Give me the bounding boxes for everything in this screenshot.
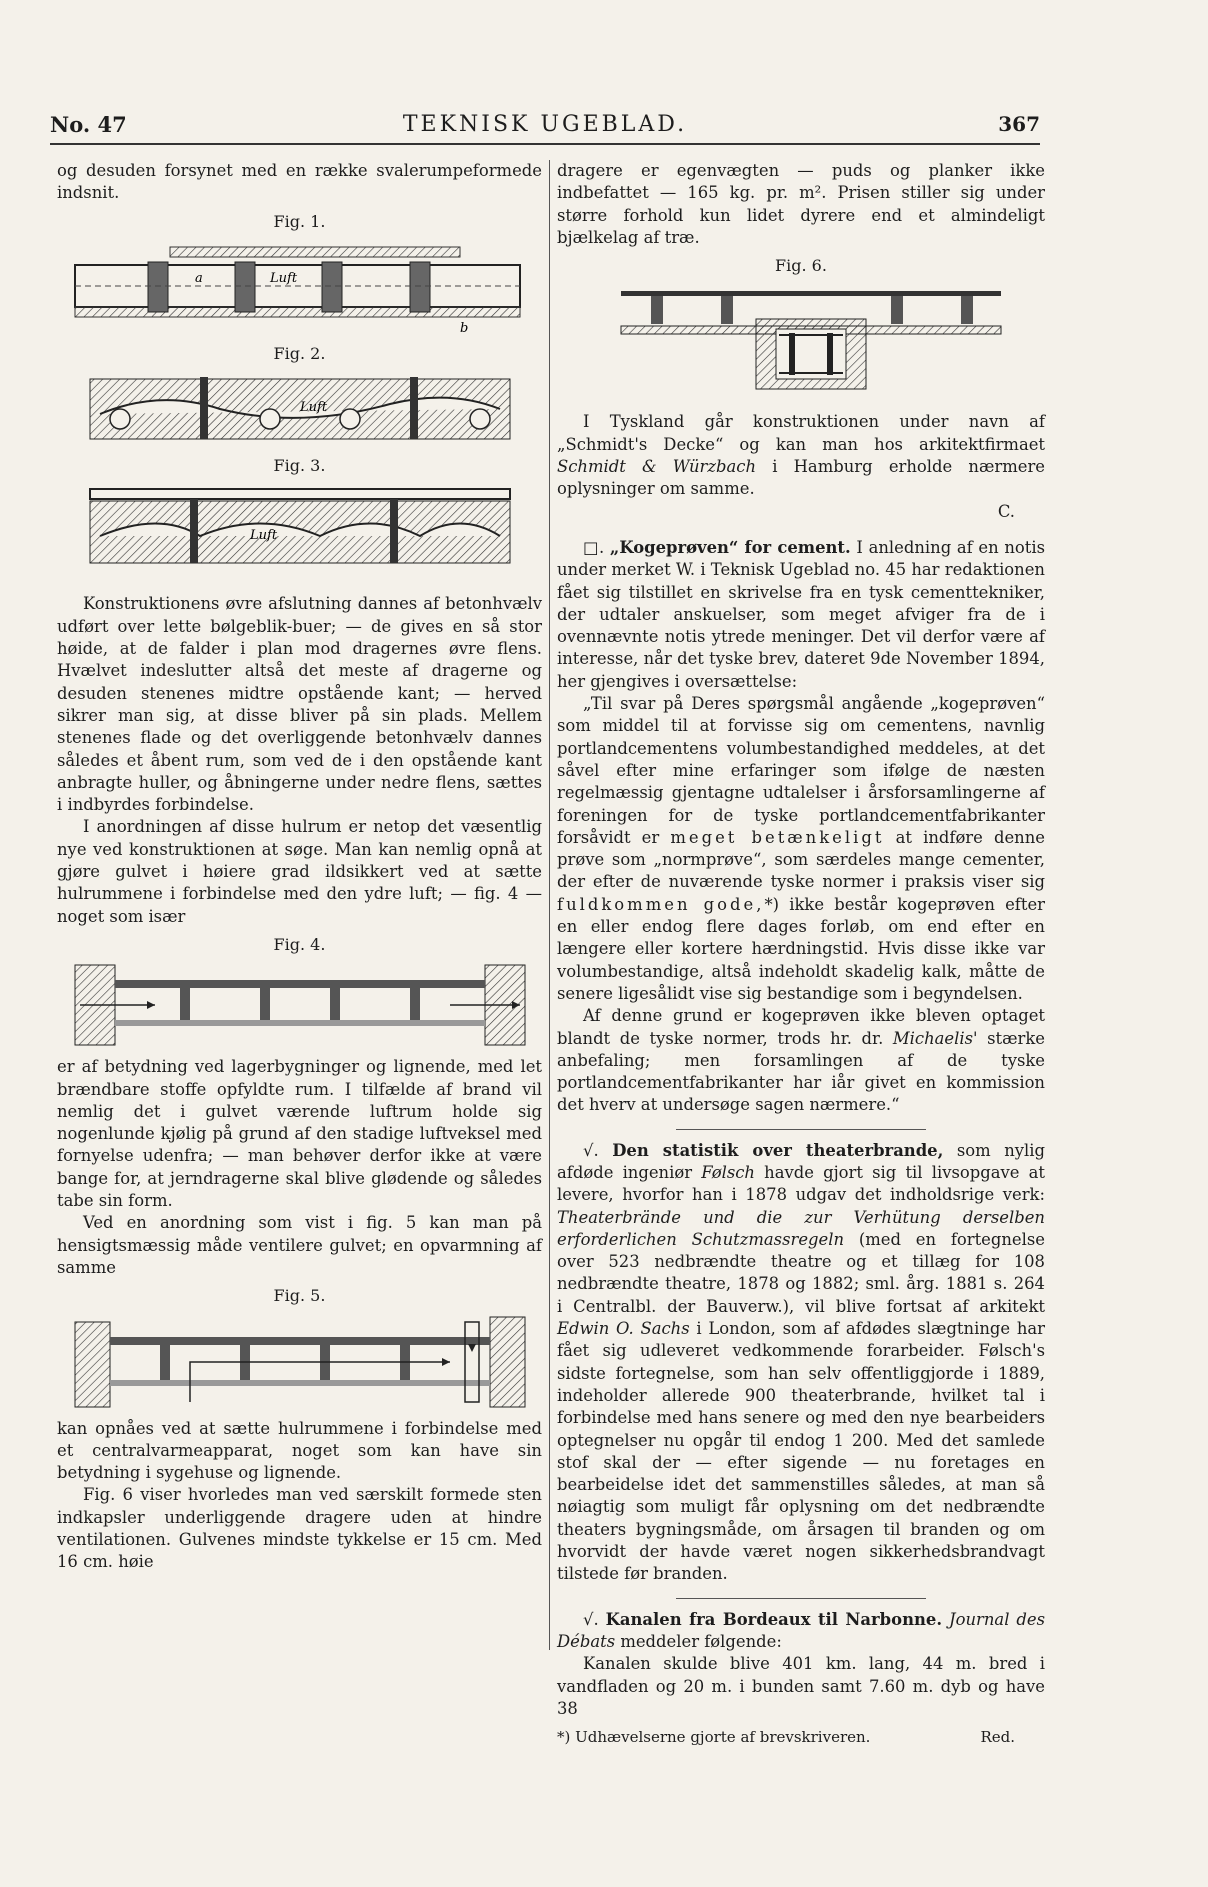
journal-title: TEKNISK UGEBLAD. [402, 112, 688, 137]
section-rule [676, 1598, 926, 1599]
section-mark: √. [583, 1140, 599, 1160]
book-title: Theaterbrände und die zur Verhütung derselben erforderlichen Schutzmassregeln [557, 1207, 1045, 1249]
section-kogeproven [557, 537, 1045, 693]
paragraph [557, 693, 1045, 1005]
text-run: I Tyskland går konstruktionen under navn af „Schmidt's Decke“ og kan man hos arkitektfirmaet [557, 412, 1045, 454]
paragraph: Ved en anordning som vist i fig. 5 kan man på hensigtsmæssig måde ventilere gulvet; en opvarmning af samme [57, 1213, 542, 1277]
section-theaterbrande [557, 1140, 1045, 1586]
text-run: „Til svar på Deres spørgsmål angående „kogeprøven“ som middel til at forvisse sig om cementens, navnlig portlandcementens volumbestandighed meddeles, at det såvel efter mine erfaringer som ifølge de næsten regelmæssig gjentagne udtalelser i årsforsamlingerne af foreningen for de tyske portlandcementfabrikanter forsåvidt er [557, 694, 1045, 847]
page-number: 367 [998, 112, 1040, 136]
right-column [557, 160, 1045, 1748]
paragraph [557, 411, 1045, 500]
text-run: meddeler følgende: [615, 1631, 782, 1651]
label-luft: Luft [299, 400, 327, 416]
text-run: at indføre denne prøve som „normprøve“, som særdeles mange cementer, der efter de nuværende tyske normer i praksis viser sig [557, 827, 1045, 892]
text-run: i Hamburg erholde nærmere oplysninger om samme. [557, 457, 1045, 499]
emphasis: meget betænkeligt [670, 827, 885, 847]
figure-caption: Fig. 2. [273, 343, 326, 363]
figure-caption: Fig. 6. [775, 256, 827, 276]
paragraph: Kanalen skulde blive 401 km. lang, 44 m. bred i vandfladen og 20 m. i bunden samt 7.60 m. dyb og have 38 [557, 1654, 1045, 1718]
section-title: Den statistik over theaterbrande, [612, 1140, 944, 1160]
section-title: Kanalen fra Bordeaux til Narbonne. [605, 1609, 943, 1629]
issue-number: No. 47 [50, 112, 127, 137]
text-run: i London, som af afdødes slægtninge har fået sig udleveret vedkommende forarbeider. Følsch's sidste fortegnelse, som han selv offentliggjorde i 1889, indeholder allerede 900 theaterbrande, hvilket tal i forbindelse med hans senere og med den nye bearbeiders optegnelser nu opgår til endog 1 200. Med det samlede stof skal der — efter sigende — nu foretages en bearbeidelse idet det sammenstilles således, at man så nøiagtig som muligt får oplysning om det nedbrændte theaters bygningsmåde, om årsagen til branden og om hvorvidt der havde været nogen sikkerhedsbrandvagt tilstede før branden. [557, 1319, 1045, 1584]
figure-1-floor-section [70, 237, 530, 337]
label-luft: Luft [249, 528, 277, 544]
section-rule [676, 1129, 926, 1130]
paragraph: og desuden forsynet med en række svalerumpeformede indsnit. [57, 161, 542, 203]
footnote-sign: Red. [980, 1728, 1015, 1747]
figure-3-floor-section [70, 481, 530, 571]
section-mark: □. [583, 537, 605, 557]
text-run: Af denne grund er kogeprøven ikke bleven optaget blandt de tyske normer, trods hr. dr. [557, 1006, 1045, 1048]
signature: C. [997, 501, 1015, 521]
emphasis: fuldkommen gode, [557, 894, 765, 914]
figure-5-ventilation [70, 1312, 530, 1412]
figure-caption: Fig. 5. [273, 1286, 326, 1306]
paragraph [557, 1005, 1045, 1116]
paragraph: kan opnåes ved at sætte hulrummene i forbindelse med et centralvarmeapparat, noget som kan have sin betydning i sygehuse og lignende. [57, 1418, 542, 1483]
left-column [57, 160, 542, 1574]
footnote-text: *) Udhævelserne gjorte af brevskriveren. [557, 1728, 871, 1747]
section-kanalen [557, 1609, 1045, 1654]
paragraph: Konstruktionens øvre afslutning dannes af betonhvælv udført over lette bølgeblik-buer; — de gives en så stor høide, at de falder i plan mod dragernes øvre flens. Hvælvet indeslutter altså det meste af dragerne og desuden stenenes midtre opstående kant; — herved sikrer man sig, at disse bliver på sin plads. Mellem stenenes flade og det overliggende betonhvælv dannes således et åbent rum, som ved de i den opstående kant anbragte huller, og åbningerne under nedre flens, sættes i indbyrdes forbindelse. [57, 594, 542, 815]
paragraph: Fig. 6 viser hvorledes man ved særskilt formede sten indkapsler underliggende dragere uden at hindre ventilationen. Gulvenes mindste tykkelse er 15 cm. Med 16 cm. høie [57, 1485, 542, 1572]
figure-caption: Fig. 3. [273, 456, 326, 476]
column-divider [549, 160, 550, 1650]
page-header [50, 110, 1040, 144]
paragraph: I anordningen af disse hulrum er netop det væsentlig nye ved konstruktionen at søge. Man kan nemlig opnå at gjøre gulvet i høiere grad ildsikkert ved at sætte hulrummene i forbindelse med den ydre luft; — fig. 4 — noget som især [57, 817, 542, 926]
label-b: b [459, 320, 468, 336]
journal-name: Journal des Débats [557, 1609, 1046, 1651]
text-run: som nylig afdøde ingeniør [557, 1140, 1045, 1182]
section-title: „Kogeprøven“ for cement. [609, 537, 851, 557]
figure-4-ventilation [70, 960, 530, 1050]
figure-caption: Fig. 1. [273, 211, 326, 231]
person-name: Edwin O. Sachs [557, 1319, 690, 1339]
section-mark: √. [583, 1609, 599, 1629]
firm-name: Schmidt & Würzbach [557, 457, 757, 477]
paragraph: er af betydning ved lagerbygninger og lignende, med let brændbare stoffe opfyldte rum. I tilfælde af brand vil nemlig det i gulvet værende luftrum holde sig nogenlunde kjølig på grund af den stadige luftveksel med fornyelse udenfra; — man behøver derfor ikke at være bange for, at jerndragerne skal blive glødende og således tabe sin form. [57, 1057, 542, 1211]
person-name: Følsch [701, 1162, 755, 1182]
figure-6-encased-girder [571, 281, 1031, 401]
header-rule [50, 143, 1040, 145]
text-run: stærke anbefaling; men forsamlingen af de tyske portlandcementfabrikanter har iår givet en kommission det hverv at undersøge sagen nærmere.“ [557, 1028, 1045, 1115]
paragraph: dragere er egenvægten — puds og planker ikke indbefattet — 165 kg. pr. m². Prisen stiller sig under større forhold kun lidet dyrere end et almindeligt bjælkelag af træ. [557, 161, 1045, 247]
figure-2-floor-section [70, 369, 530, 449]
text-run: I anledning af en notis under merket W. i Teknisk Ugeblad no. 45 har redaktionen fået sig tilstillet en skrivelse fra en tysk cementtekniker, der udtaler anskuelser, som meget afviger fra de i ovennævnte notis ytrede meninger. Det vil derfor være af interesse, når det tyske brev, dateret 9de November 1894, her gjengives i oversættelse: [557, 537, 1046, 691]
figure-caption: Fig. 4. [273, 934, 326, 954]
footnote [557, 1726, 1045, 1748]
text-run: (med en fortegnelse over 523 nedbrændte theatre og et tillæg for 108 nedbrændte theatre, 1878 og 1882; sml. årg. 1881 s. 264 i Centralbl. der Bauverw.), vil blive fortsat af arkitekt [557, 1229, 1045, 1316]
text-run: *) ikke består kogeprøven efter en eller endog flere dages forløb, om end efter en længere eller kortere hærdningstid. Hvis disse ikke var volumbestandige, altså indeholdt skadelig kalk, måtte de senere ligesålidt vise sig bestandige som i begyndelsen. [557, 894, 1045, 1003]
label-a: a [194, 270, 203, 286]
text-run: havde gjort sig til livsopgave at levere, hvorfor han i 1878 udgav det indholdsrige verk: [557, 1162, 1045, 1205]
label-luft: Luft [269, 270, 297, 286]
person-name: Michaelis' [892, 1028, 978, 1048]
